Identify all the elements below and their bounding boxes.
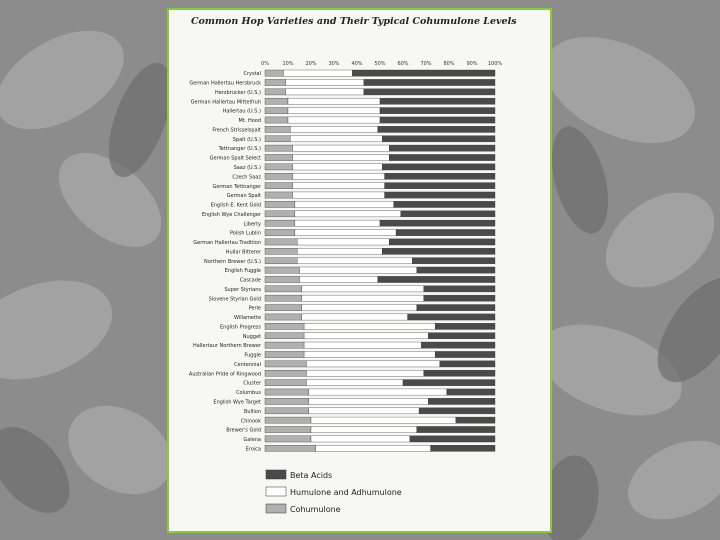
cohumulone-bar [265,164,293,170]
humulone-bar [306,370,423,376]
beta-acids-bar [417,305,495,311]
beta-acids-bar [408,314,495,320]
legend-beta-acids-label: Beta Acids [290,471,333,480]
cohumulone-bar [265,436,311,442]
category-label: Columbus [236,390,261,397]
category-label: Spalt (U.S.) [232,136,261,143]
category-label: German Spalt [226,193,261,200]
beta-acids-bar [431,445,495,451]
humulone-bar [293,192,385,198]
cohumulone-bar [265,408,309,414]
humulone-bar [311,417,456,423]
beta-acids-bar [435,351,495,357]
x-tick-label: 100% [487,61,503,67]
category-label: Centennial [234,361,261,368]
beta-acids-bar [412,258,495,264]
cohumulone-bar [265,258,297,264]
beta-acids-bar [364,89,495,95]
beta-acids-bar [428,398,495,404]
humulone-bar [304,342,421,348]
humulone-bar [293,164,383,170]
humulone-bar [297,239,389,245]
x-tick-label: 0% [261,61,269,67]
category-label: German Hallertau Mittelfruh [190,99,261,106]
category-label: Bullion [244,408,261,415]
beta-acids-bar [389,145,495,151]
beta-acids-bar [378,126,495,132]
category-label: English Wye Target [213,399,261,406]
category-label: Mt. Hood [238,118,261,125]
category-label: Chinook [240,418,261,425]
category-label: Northern Brewer (U.S.) [204,258,261,265]
category-label: Eroica [245,446,261,453]
chart-title: Common Hop Varieties and Their Typical Cohumulone Levels [191,16,517,27]
humulone-bar [309,389,447,395]
humulone-bar [309,398,429,404]
humulone-bar [288,98,380,104]
humulone-bar [302,295,424,301]
category-label: English E. Kent Gold [210,202,261,209]
beta-acids-bar [394,201,495,207]
category-label: Czech Saaz [232,174,261,181]
category-label: Crystal [243,71,261,78]
category-label: Super Styrians [224,286,261,293]
cohumulone-bar [265,305,302,311]
category-label: German Tettnanger [212,183,261,190]
category-label: Saaz (U.S.) [233,165,261,171]
humulone-bar [286,89,364,95]
cohumulone-bar [265,323,304,329]
category-label: Hullar Bitterer [225,249,261,256]
beta-acids-bar [380,98,495,104]
category-label: Hallertaur Northern Brewer [192,343,261,350]
category-label: German Hallertau Tradition [193,240,261,247]
beta-acids-bar [380,220,495,226]
beta-acids-bar [378,276,495,282]
cohumulone-bar [265,267,300,273]
legend-humulone-swatch [266,487,286,496]
cohumulone-bar [265,380,306,386]
x-tick-label: 80% [443,61,455,67]
category-label: Polish Lublin [229,230,261,237]
humulone-bar [288,117,380,123]
cohumulone-bar [265,229,295,235]
humulone-bar [302,286,424,292]
x-tick-label: 30% [328,61,340,67]
humulone-bar [293,183,385,189]
cohumulone-bar [265,70,283,76]
cohumulone-bar [265,117,288,123]
x-tick-label: 90% [466,61,478,67]
hop-chart [169,10,550,531]
beta-acids-bar [380,117,495,123]
humulone-bar [306,361,439,367]
humulone-bar [293,145,390,151]
cohumulone-bar [265,108,288,114]
cohumulone-bar [265,89,286,95]
category-label: English Fuggle [224,268,261,275]
cohumulone-bar [265,314,302,320]
category-label: Liberty [243,221,261,228]
category-label: Australian Pride of Ringwood [188,371,261,378]
beta-acids-bar [385,192,495,198]
beta-acids-bar [417,426,495,432]
beta-acids-bar [421,342,495,348]
category-label: Fuggle [244,352,261,359]
humulone-bar [311,436,410,442]
beta-acids-bar [424,295,495,301]
beta-acids-bar [456,417,495,423]
x-tick-label: 20% [305,61,317,67]
humulone-bar [297,248,382,254]
cohumulone-bar [265,351,304,357]
category-label: Perle [248,305,261,312]
chart-slide [167,8,552,533]
beta-acids-bar [385,173,495,179]
category-label: Willamette [233,315,261,322]
beta-acids-bar [389,154,495,160]
humulone-bar [300,276,378,282]
cohumulone-bar [265,136,290,142]
humulone-bar [297,258,412,264]
category-label: Nugget [242,333,261,340]
beta-acids-bar [435,323,495,329]
humulone-bar [302,305,417,311]
cohumulone-bar [265,276,300,282]
humulone-bar [290,126,377,132]
cohumulone-bar [265,211,295,217]
category-label: Tettnanger (U.S.) [218,146,261,153]
x-tick-label: 40% [351,61,363,67]
humulone-bar [286,79,364,85]
cohumulone-bar [265,398,309,404]
cohumulone-bar [265,220,295,226]
cohumulone-bar [265,389,309,395]
category-label: German Spalt Select [209,155,261,162]
beta-acids-bar [380,108,495,114]
beta-acids-bar [447,389,495,395]
x-tick-label: 60% [397,61,409,67]
beta-acids-bar [382,164,495,170]
beta-acids-bar [419,408,495,414]
humulone-bar [306,380,403,386]
cohumulone-bar [265,248,297,254]
category-label: Slovene Styrian Gold [208,296,261,303]
beta-acids-bar [424,370,495,376]
beta-acids-bar [382,248,495,254]
legend-humulone-label: Humulone and Adhumulone [290,488,402,497]
category-label: English Wye Challenger [201,211,261,218]
cohumulone-bar [265,370,306,376]
beta-acids-bar [401,211,495,217]
cohumulone-bar [265,417,311,423]
legend-beta-acids-swatch [266,470,286,479]
humulone-bar [283,70,352,76]
cohumulone-bar [265,239,297,245]
beta-acids-bar [389,239,495,245]
x-tick-label: 70% [420,61,432,67]
cohumulone-bar [265,173,293,179]
beta-acids-bar [403,380,495,386]
category-label: German Hallertau Hersbruck [189,80,261,87]
legend-cohumulone-swatch [266,504,286,513]
humulone-bar [295,201,394,207]
beta-acids-bar [364,79,495,85]
humulone-bar [288,108,380,114]
x-tick-label: 50% [374,61,386,67]
cohumulone-bar [265,333,304,339]
humulone-bar [309,408,419,414]
cohumulone-bar [265,145,293,151]
beta-acids-bar [385,183,495,189]
cohumulone-bar [265,126,290,132]
beta-acids-bar [424,286,495,292]
humulone-bar [311,426,417,432]
humulone-bar [304,333,428,339]
cohumulone-bar [265,192,293,198]
category-label: English Progress [220,324,261,331]
beta-acids-bar [440,361,495,367]
cohumulone-bar [265,98,288,104]
humulone-bar [304,323,435,329]
beta-acids-bar [382,136,495,142]
cohumulone-bar [265,445,316,451]
cohumulone-bar [265,79,286,85]
category-label: Cluster [243,380,261,387]
cohumulone-bar [265,295,302,301]
beta-acids-bar [352,70,495,76]
category-label: Hallertau (U.S.) [222,108,261,115]
humulone-bar [295,229,396,235]
category-label: Hersbrucker (U.S.) [215,89,261,96]
beta-acids-bar [396,229,495,235]
cohumulone-bar [265,183,293,189]
cohumulone-bar [265,342,304,348]
category-label: French Strisselspalt [212,127,261,134]
humulone-bar [293,154,390,160]
beta-acids-bar [428,333,495,339]
x-tick-label: 10% [282,61,294,67]
category-label: Brewer's Gold [226,427,261,434]
beta-acids-bar [410,436,495,442]
humulone-bar [293,173,385,179]
cohumulone-bar [265,201,295,207]
humulone-bar [316,445,431,451]
humulone-bar [290,136,382,142]
cohumulone-bar [265,154,293,160]
humulone-bar [302,314,408,320]
category-label: Galena [243,437,261,444]
beta-acids-bar [417,267,495,273]
humulone-bar [300,267,417,273]
legend-cohumulone-label: Cohumulone [290,505,341,514]
humulone-bar [295,211,401,217]
cohumulone-bar [265,361,306,367]
cohumulone-bar [265,426,311,432]
category-label: Cascade [239,277,261,284]
cohumulone-bar [265,286,302,292]
humulone-bar [304,351,435,357]
humulone-bar [295,220,380,226]
